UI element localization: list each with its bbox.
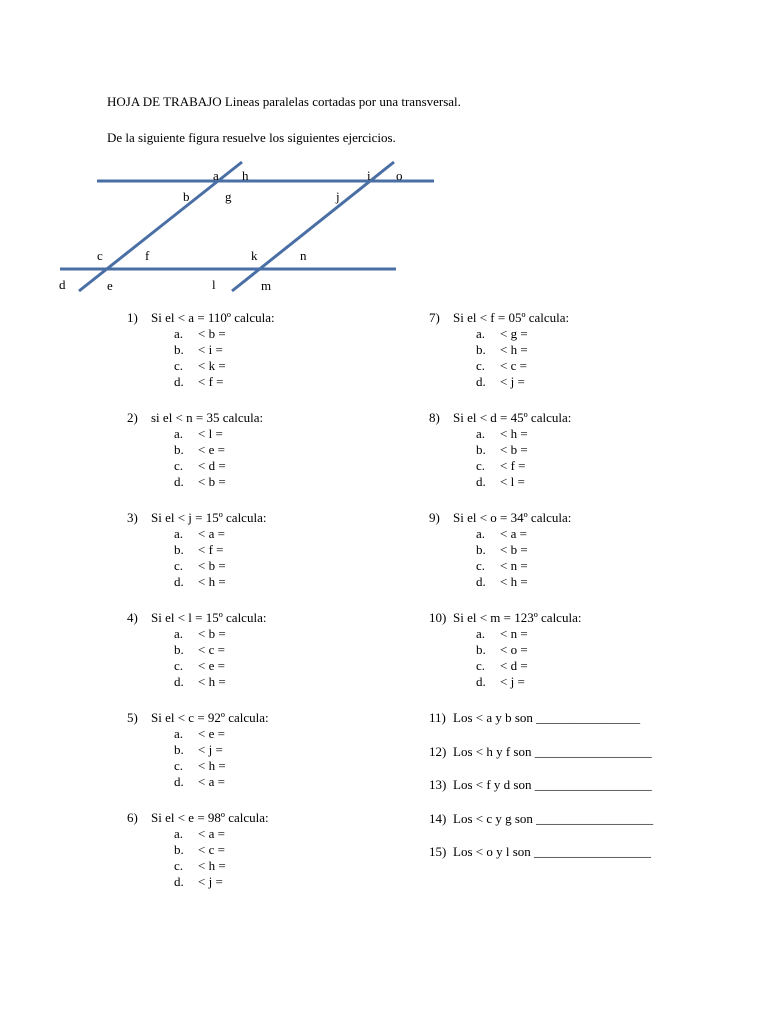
sub-question	[174, 758, 226, 774]
sub-question-text: < d =	[500, 658, 528, 673]
sub-question-text: < b =	[198, 558, 226, 573]
sub-question-letter: b.	[174, 742, 184, 757]
question-number: 13)	[429, 777, 447, 792]
sub-question	[174, 558, 226, 574]
sub-question-text: < f =	[500, 458, 526, 473]
sub-question-letter: c.	[476, 658, 486, 673]
sub-question-text: < n =	[500, 626, 528, 641]
sub-question	[476, 626, 528, 642]
sub-question	[174, 326, 226, 342]
sub-question	[174, 658, 225, 674]
question-number: 9)	[429, 510, 440, 525]
question-14	[429, 811, 653, 827]
sub-question	[174, 674, 226, 690]
sub-question-letter: b.	[174, 342, 184, 357]
sub-question	[476, 558, 528, 574]
sub-question-letter: d.	[174, 874, 184, 889]
sub-question-text: < c =	[500, 358, 527, 373]
sub-question-text: < o =	[500, 642, 528, 657]
sub-question-text: < c =	[198, 842, 225, 857]
sub-question-letter: c.	[174, 758, 184, 773]
sub-question	[174, 374, 224, 390]
sub-question-text: < i =	[198, 342, 223, 357]
angle-label-o: o	[396, 168, 403, 183]
sub-question	[476, 542, 528, 558]
sub-question-text: < e =	[198, 726, 225, 741]
sub-question	[174, 858, 226, 874]
sub-question	[174, 458, 226, 474]
question-number: 8)	[429, 410, 440, 425]
sub-question-text: < n =	[500, 558, 528, 573]
sub-question-letter: d.	[476, 474, 486, 489]
sub-question-text: < h =	[500, 574, 528, 589]
sub-question	[174, 642, 225, 658]
angle-label-l: l	[212, 277, 216, 292]
sub-question-text: < j =	[198, 874, 223, 889]
sub-question	[174, 826, 225, 842]
sub-question	[174, 442, 225, 458]
question-8	[429, 410, 571, 426]
question-number: 15)	[429, 844, 447, 859]
worksheet-instruction: De la siguiente figura resuelve los siguientes ejercicios.	[107, 130, 396, 145]
angle-label-c: c	[97, 248, 103, 263]
sub-question	[476, 674, 525, 690]
sub-question-text: < l =	[500, 474, 525, 489]
sub-question-letter: d.	[174, 774, 184, 789]
sub-question-letter: c.	[174, 458, 184, 473]
question-number: 2)	[127, 410, 138, 425]
sub-question-letter: c.	[174, 558, 184, 573]
sub-question-text: < h =	[198, 674, 226, 689]
sub-question-letter: a.	[476, 526, 486, 541]
sub-question	[174, 726, 225, 742]
angle-label-i: i	[367, 168, 371, 183]
sub-question-letter: b.	[174, 542, 184, 557]
question-number: 12)	[429, 743, 447, 759]
sub-question-text: < d =	[198, 458, 226, 473]
sub-question-letter: b.	[476, 442, 486, 457]
question-number: 4)	[127, 610, 138, 625]
sub-question-text: < b =	[198, 326, 226, 341]
sub-question-letter: a.	[174, 426, 184, 441]
question-text: Si el < e = 98º calcula:	[151, 810, 269, 825]
question-5	[127, 710, 269, 726]
question-11	[429, 710, 640, 726]
sub-question	[476, 374, 525, 390]
question-text: Si el < j = 15º calcula:	[151, 510, 267, 525]
sub-question-text: < k =	[198, 358, 226, 373]
question-text: Si el < l = 15º calcula:	[151, 610, 267, 625]
question-6	[127, 810, 269, 826]
question-9	[429, 510, 571, 526]
sub-question-letter: a.	[174, 526, 184, 541]
sub-question-letter: b.	[476, 542, 486, 557]
sub-question-text: < j =	[500, 674, 525, 689]
sub-question	[476, 658, 528, 674]
sub-question-text: < g =	[500, 326, 528, 341]
sub-question-letter: a.	[174, 326, 184, 341]
question-number: 3)	[127, 510, 138, 525]
question-text: Si el < m = 123º calcula:	[453, 610, 582, 625]
question-number: 5)	[127, 710, 138, 725]
question-15	[429, 844, 651, 860]
angle-label-m: m	[261, 278, 272, 293]
question-4	[127, 610, 266, 626]
sub-question-text: < b =	[500, 442, 528, 457]
sub-question-letter: d.	[174, 374, 184, 389]
question-13	[429, 777, 652, 793]
sub-question	[174, 526, 225, 542]
angle-label-h: h	[242, 168, 249, 183]
sub-question	[174, 342, 223, 358]
sub-question-letter: a.	[174, 726, 184, 741]
question-text: Los < h y f son __________________	[453, 743, 652, 759]
sub-question	[174, 842, 225, 858]
sub-question-text: < f =	[198, 374, 224, 389]
angle-label-n: n	[300, 248, 307, 263]
sub-question-letter: d.	[174, 574, 184, 589]
sub-question-letter: a.	[174, 826, 184, 841]
sub-question-text: < e =	[198, 442, 225, 457]
sub-question-text: < l =	[198, 426, 223, 441]
sub-question	[476, 574, 528, 590]
sub-question	[174, 742, 223, 758]
sub-question	[476, 426, 528, 442]
question-number: 10)	[429, 610, 447, 625]
sub-question-letter: c.	[476, 358, 486, 373]
sub-question-letter: b.	[174, 842, 184, 857]
sub-question-letter: d.	[476, 674, 486, 689]
question-2	[127, 410, 263, 426]
angle-label-k: k	[251, 248, 258, 263]
sub-question-letter: c.	[174, 858, 184, 873]
sub-question	[174, 542, 224, 558]
sub-question	[174, 874, 223, 890]
sub-question-text: < j =	[198, 742, 223, 757]
angle-label-g: g	[225, 189, 232, 204]
sub-question-letter: c.	[476, 458, 486, 473]
sub-question-text: < h =	[500, 342, 528, 357]
question-3	[127, 510, 266, 526]
sub-question	[476, 474, 525, 490]
question-7	[429, 310, 569, 326]
angle-label-j: j	[336, 189, 340, 204]
sub-question	[174, 774, 225, 790]
worksheet-title: HOJA DE TRABAJO Lineas paralelas cortadas por una transversal.	[107, 94, 461, 109]
sub-question	[174, 358, 226, 374]
parallel-lines-figure	[0, 0, 768, 310]
sub-question-text: < b =	[198, 474, 226, 489]
sub-question	[476, 642, 528, 658]
question-number: 1)	[127, 310, 138, 325]
sub-question-letter: d.	[476, 574, 486, 589]
sub-question-letter: b.	[476, 642, 486, 657]
sub-question-letter: c.	[174, 358, 184, 373]
sub-question-text: < e =	[198, 658, 225, 673]
sub-question	[174, 474, 226, 490]
question-text: Si el < a = 110º calcula:	[151, 310, 275, 325]
sub-question-text: < c =	[198, 642, 225, 657]
sub-question-text: < a =	[500, 526, 527, 541]
sub-question-letter: b.	[476, 342, 486, 357]
angle-label-a: a	[213, 168, 219, 183]
question-10	[429, 610, 581, 626]
question-text: Si el < o = 34º calcula:	[453, 510, 572, 525]
sub-question-letter: a.	[476, 326, 486, 341]
question-number: 7)	[429, 310, 440, 325]
sub-question	[476, 326, 528, 342]
sub-question	[174, 626, 226, 642]
sub-question-letter: a.	[476, 626, 486, 641]
angle-label-d: d	[59, 277, 66, 292]
sub-question-text: < a =	[198, 526, 225, 541]
question-text: Los < c y g son __________________	[453, 810, 654, 826]
question-text: si el < n = 35 calcula:	[151, 410, 264, 425]
question-1	[127, 310, 275, 326]
sub-question-text: < h =	[500, 426, 528, 441]
sub-question	[476, 342, 528, 358]
sub-question-letter: d.	[174, 474, 184, 489]
sub-question-text: < a =	[198, 774, 225, 789]
sub-question	[476, 526, 527, 542]
sub-question-letter: d.	[174, 674, 184, 689]
sub-question-letter: b.	[174, 442, 184, 457]
question-text: Los < a y b son ________________	[453, 710, 641, 725]
sub-question-letter: c.	[174, 658, 184, 673]
sub-question	[476, 358, 527, 374]
question-text: Si el < c = 92º calcula:	[151, 710, 269, 725]
angle-label-b: b	[183, 189, 190, 204]
question-text: Si el < d = 45º calcula:	[453, 410, 572, 425]
sub-question-text: < j =	[500, 374, 525, 389]
sub-question	[476, 458, 526, 474]
sub-question-letter: a.	[174, 626, 184, 641]
sub-question-text: < f =	[198, 542, 224, 557]
angle-label-f: f	[145, 248, 150, 263]
question-text: Los < f y d son __________________	[453, 777, 652, 792]
sub-question-text: < h =	[198, 574, 226, 589]
question-number: 11)	[429, 710, 446, 725]
sub-question	[174, 574, 226, 590]
question-12	[429, 744, 652, 760]
sub-question-letter: c.	[476, 558, 486, 573]
sub-question-letter: b.	[174, 642, 184, 657]
sub-question-text: < h =	[198, 858, 226, 873]
question-number: 6)	[127, 810, 138, 825]
question-number: 14)	[429, 810, 447, 826]
sub-question-letter: d.	[476, 374, 486, 389]
sub-question	[174, 426, 223, 442]
sub-question-text: < a =	[198, 826, 225, 841]
question-text: Si el < f = 05º calcula:	[453, 310, 570, 325]
sub-question-text: < b =	[198, 626, 226, 641]
sub-question-text: < h =	[198, 758, 226, 773]
question-text: Los < o y l son __________________	[453, 844, 652, 859]
angle-label-e: e	[107, 278, 113, 293]
sub-question-letter: a.	[476, 426, 486, 441]
sub-question-text: < b =	[500, 542, 528, 557]
sub-question	[476, 442, 528, 458]
